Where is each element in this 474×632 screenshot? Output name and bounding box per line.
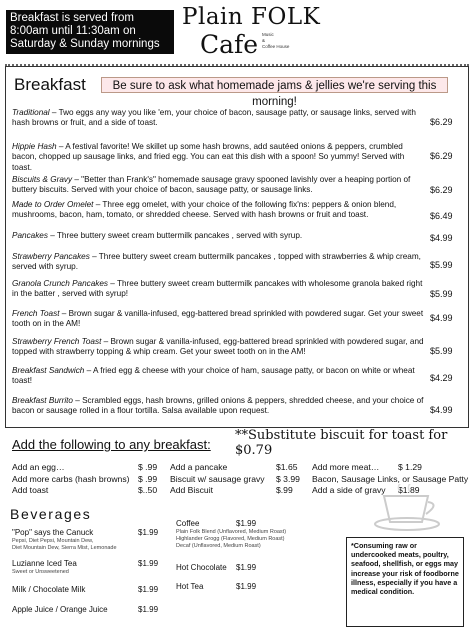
menu-item-price: $6.49 [430,211,453,221]
food-safety-notice: *Consuming raw or undercooked meats, poultry, seafood, shellfish, or eggs may increase your risk of foodborne illness, especially if you have a medical condition. [346,537,464,627]
menu-item-price: $5.99 [430,260,453,270]
addon-label: Bacon, Sausage Links, or Sausage Patty [312,473,469,484]
addon-label: Add more carbs (hash browns) [12,473,130,484]
menu-item [12,231,424,241]
menu-item-price: $6.29 [430,151,453,161]
menu-item [12,279,424,300]
menu-item-description: – Brown sugar & vanilla-infused, egg-battered bread sprinkled with powdered sugar. Get your sweet tooth on in the AM! [12,309,424,329]
menu-item-price: $6.29 [430,117,453,127]
section-heading-breakfast: Breakfast [14,75,86,94]
beverage-name: "Pop" says the Canuck [12,528,94,537]
menu-item-price: $5.99 [430,346,453,356]
menu-item-description: – A festival favorite! We skillet up some hash browns, add sautéed onions & peppers, crumbled bacon, chopped up sausage links, and fried egg. You can eat this dish with a spoon! So yummy! Served with toast. [12,142,405,172]
substitute-note: **Substitute biscuit for toast for $0.79 [235,428,448,458]
beverage-price: $1.99 [138,585,159,594]
beverage-name: Apple Juice / Orange Juice [12,605,108,614]
menu-item [12,309,424,330]
addon-label: Add Biscuit [170,485,213,495]
menu-item-name: Breakfast Sandwich [12,366,85,375]
beverage-name: Luzianne Iced Tea [12,559,77,568]
beverage-name: Milk / Chocolate Milk [12,585,86,594]
menu-item-description: – Two eggs any way you like 'em, your choice of bacon, sausage patty, or sausage links, served with hash browns or fruit, and a side of toast. [12,108,416,128]
menu-item-price: $4.99 [430,233,453,243]
beverage-option: Sweet or Unsweetened [12,569,69,575]
addon-label: Add a side of gravy [312,485,386,495]
menu-item-description: – Three buttery sweet cream buttermilk pancakes , served with syrup. [47,231,303,240]
coffee-cup-icon [368,484,446,532]
addon-price: $ .99 [138,462,158,472]
beverage-name: Hot Tea [176,582,204,591]
addon-price: $1.65 [276,462,298,472]
jam-notice-banner: Be sure to ask what homemade jams & jellies we're serving this morning! [101,77,448,93]
menu-item [12,108,424,129]
menu-item-description: – Three buttery sweet cream buttermilk pancakes with wholesome granola baked right in the batter , served with syrup! [12,279,423,299]
beverage-price: $1.99 [236,519,257,528]
tagline-music: Music [262,32,274,37]
menu-item-name: Hippie Hash [12,142,57,151]
menu-item [12,252,424,273]
addon-label: Add more meat… [312,462,380,472]
menu-item-name: Granola Crunch Pancakes [12,279,109,288]
menu-item-description: – A fried egg & cheese with your choice of ham, sausage patty, or bacon on white or wheat toast! [12,366,415,386]
menu-item-price: $4.29 [430,373,453,383]
section-heading-beverages: Beverages [10,506,92,522]
menu-item-description: – Three buttery sweet cream buttermilk pancakes , topped with strawberries & whip cream, served with syrup. [12,252,421,272]
addon-label: Add a pancake [170,462,228,472]
addon-label: Add an egg… [12,462,65,472]
beverage-option: Diet Mountain Dew, Sierra Mist, Lemonade [12,545,117,551]
menu-item-name: Pancakes [12,231,48,240]
menu-item [12,337,424,358]
addon-price: $ 1.29 [398,462,422,472]
menu-item-description: – Three egg omelet, with your choice of the following fix'ns: peppers & onion blend, mushrooms, bacon, ham, tomato, or shredded cheese. Served with hash browns or fruit and toast. [12,200,397,220]
beverage-option: Decaf (Unflavored, Medium Roast) [176,543,261,549]
beverage-price: $1.99 [236,582,257,591]
menu-item-name: French Toast [12,309,60,318]
cafe-tagline [262,32,289,50]
menu-item [12,200,424,221]
menu-item-name: Biscuits & Gravy [12,175,73,184]
beverage-price: $1.99 [236,563,257,572]
menu-item-description: – "Better than Frank's" homemade sausage gravy spooned lavishly over a heaping portion of buttery biscuits. Served with your choice of bacon, sausage patty, or sausage links. [12,175,411,195]
addon-price: $.99 [276,485,293,495]
addon-price: $ 3.99 [276,473,300,484]
menu-item [12,366,424,387]
menu-item-name: Made to Order Omelet [12,200,94,209]
cafe-name-line2: Cafe [200,30,259,59]
menu-item-name: Traditional [12,108,50,117]
beverage-option: Pepsi, Diet Pepsi, Mountain Dew, [12,538,94,544]
addons-heading-text: Add the following to any breakfast: [12,437,211,452]
beverage-price: $1.99 [138,605,159,614]
cafe-name: Plain FOLK [182,4,321,30]
menu-item [12,175,424,196]
menu-item-description: – Brown sugar & vanilla-infused, egg-battered bread sprinkled with powdered sugar, and topped with strawberry topping & whip cream. Get your sweet tooth on in the AM! [12,337,424,357]
menu-item-name: Breakfast Burrito [12,396,73,405]
menu-item-price: $4.99 [430,405,453,415]
addon-price: $1.89 [398,485,420,495]
menu-item-name: Strawberry Pancakes [12,252,90,261]
menu-item-price: $4.99 [430,313,453,323]
beverage-option: Highlander Grogg (Flavored, Medium Roast) [176,536,285,542]
addon-label: Add toast [12,485,49,495]
menu-item [12,142,424,173]
tagline-coffee-house: Coffee House [262,44,290,49]
menu-item-price: $5.99 [430,289,453,299]
addon-label: Biscuit w/ sausage gravy [170,473,265,484]
menu-item-description: – Scrambled eggs, hash browns, grilled onions & peppers, shredded cheese, and your choice of bacon or sausage rolled in a flour tortilla. Salsa available upon request. [12,396,424,416]
beverage-price: $1.99 [138,559,159,568]
addon-price: $..50 [138,485,158,495]
beverage-option: Plain Folk Blend (Unflavored, Medium Roast) [176,529,287,535]
addons-heading [12,437,211,452]
tagline-amp: & [262,38,266,43]
menu-item [12,396,424,417]
menu-item-name: Strawberry French Toast [12,337,102,346]
beverage-name: Coffee [176,519,200,528]
beverage-name: Hot Chocolate [176,563,227,572]
beverage-price: $1.99 [138,528,159,537]
menu-item-price: $6.29 [430,185,453,195]
addon-price: $ .99 [138,473,158,484]
hours-banner: Breakfast is served from 8:00am until 11:30am on Saturday & Sunday mornings [6,10,174,54]
